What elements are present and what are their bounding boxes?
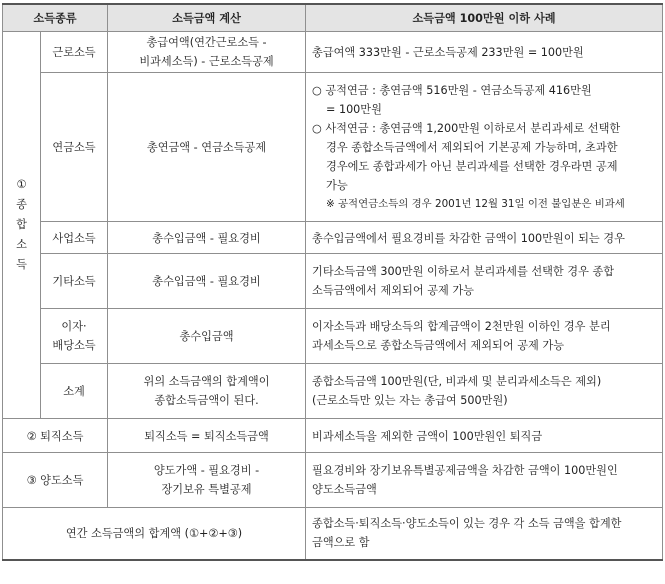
group-char: 득 bbox=[16, 258, 27, 271]
income-type-business: 사업소득 bbox=[41, 222, 108, 254]
header-row bbox=[3, 4, 663, 32]
example-interest-dividend: 이자소득과 배당소득의 합계금액이 2천만원 이하인 경우 분리 과세소득으로 종합소득금액에서 제외되어 공제 가능 bbox=[306, 309, 663, 364]
income-threshold-table bbox=[2, 3, 663, 561]
calc-labor: 총급여액(연간근로소득 - 비과세소득) - 근로소득공제 bbox=[108, 32, 306, 73]
row-retirement bbox=[3, 419, 663, 453]
calc-business: 총수입금액 - 필요경비 bbox=[108, 222, 306, 254]
example-pension: ○ 공적연금 : 총연금액 516만원 - 연금소득공제 416만원 = 100만원 ○ 사적연금 : 총연금액 1,200만원 이하로서 분리과세로 선택한 경우 종합소득금액에서 제외되어 기본공제 가능하며, 초과한 경우에도 종합과세가 아닌 분리과세를 선택한 경우라면 공제 가능 ※ 공적연금소득의 경우 2001년 12월 31일 이전 불입분은 비과세 bbox=[306, 73, 663, 222]
income-type-transfer: ③ 양도소득 bbox=[3, 453, 108, 508]
row-labor bbox=[3, 32, 663, 73]
example-business: 총수입금액에서 필요경비를 차감한 금액이 100만원이 되는 경우 bbox=[306, 222, 663, 254]
income-type-other: 기타소득 bbox=[41, 254, 108, 309]
income-type-labor: 근로소득 bbox=[41, 32, 108, 73]
row-business bbox=[3, 222, 663, 254]
header-income-type: 소득종류 bbox=[3, 4, 108, 32]
example-transfer: 필요경비와 장기보유특별공제금액을 차감한 금액이 100만원인 양도소득금액 bbox=[306, 453, 663, 508]
example-labor: 총급여액 333만원 - 근로소득공제 233만원 = 100만원 bbox=[306, 32, 663, 73]
header-income-calc: 소득금액 계산 bbox=[108, 4, 306, 32]
income-type-interest-dividend: 이자· 배당소득 bbox=[41, 309, 108, 364]
row-interest-dividend bbox=[3, 309, 663, 364]
group-char: 종 bbox=[16, 198, 27, 211]
row-total bbox=[3, 508, 663, 560]
income-type-retirement: ② 퇴직소득 bbox=[3, 419, 108, 453]
calc-interest-dividend: 총수입금액 bbox=[108, 309, 306, 364]
income-type-subtotal: 소계 bbox=[41, 364, 108, 419]
group-char: 소 bbox=[16, 238, 27, 251]
group-char: 합 bbox=[16, 218, 27, 231]
row-subtotal bbox=[3, 364, 663, 419]
calc-transfer: 양도가액 - 필요경비 - 장기보유 특별공제 bbox=[108, 453, 306, 508]
calc-other: 총수입금액 - 필요경비 bbox=[108, 254, 306, 309]
group-comprehensive-income-label bbox=[3, 32, 41, 419]
row-transfer bbox=[3, 453, 663, 508]
total-label: 연간 소득금액의 합계액 (①+②+③) bbox=[3, 508, 306, 560]
row-pension bbox=[3, 73, 663, 222]
calc-pension: 총연금액 - 연금소득공제 bbox=[108, 73, 306, 222]
example-subtotal: 종합소득금액 100만원(단, 비과세 및 분리과세소득은 제외) (근로소득만 있는 자는 총급여 500만원) bbox=[306, 364, 663, 419]
header-example: 소득금액 100만원 이하 사례 bbox=[306, 4, 663, 32]
income-type-pension: 연금소득 bbox=[41, 73, 108, 222]
example-other: 기타소득금액 300만원 이하로서 분리과세를 선택한 경우 종합 소득금액에서 제외되어 공제 가능 bbox=[306, 254, 663, 309]
example-retirement: 비과세소득을 제외한 금액이 100만원인 퇴직금 bbox=[306, 419, 663, 453]
calc-retirement: 퇴직소득 = 퇴직소득금액 bbox=[108, 419, 306, 453]
pension-note: ※ 공적연금소득의 경우 2001년 12월 31일 이전 불입분은 비과세 bbox=[326, 197, 625, 210]
group-number: ① bbox=[16, 178, 27, 191]
example-total: 종합소득·퇴직소득·양도소득이 있는 경우 각 소득 금액을 합계한 금액으로 함 bbox=[306, 508, 663, 560]
calc-subtotal: 위의 소득금액의 합계액이 종합소득금액이 된다. bbox=[108, 364, 306, 419]
row-other bbox=[3, 254, 663, 309]
